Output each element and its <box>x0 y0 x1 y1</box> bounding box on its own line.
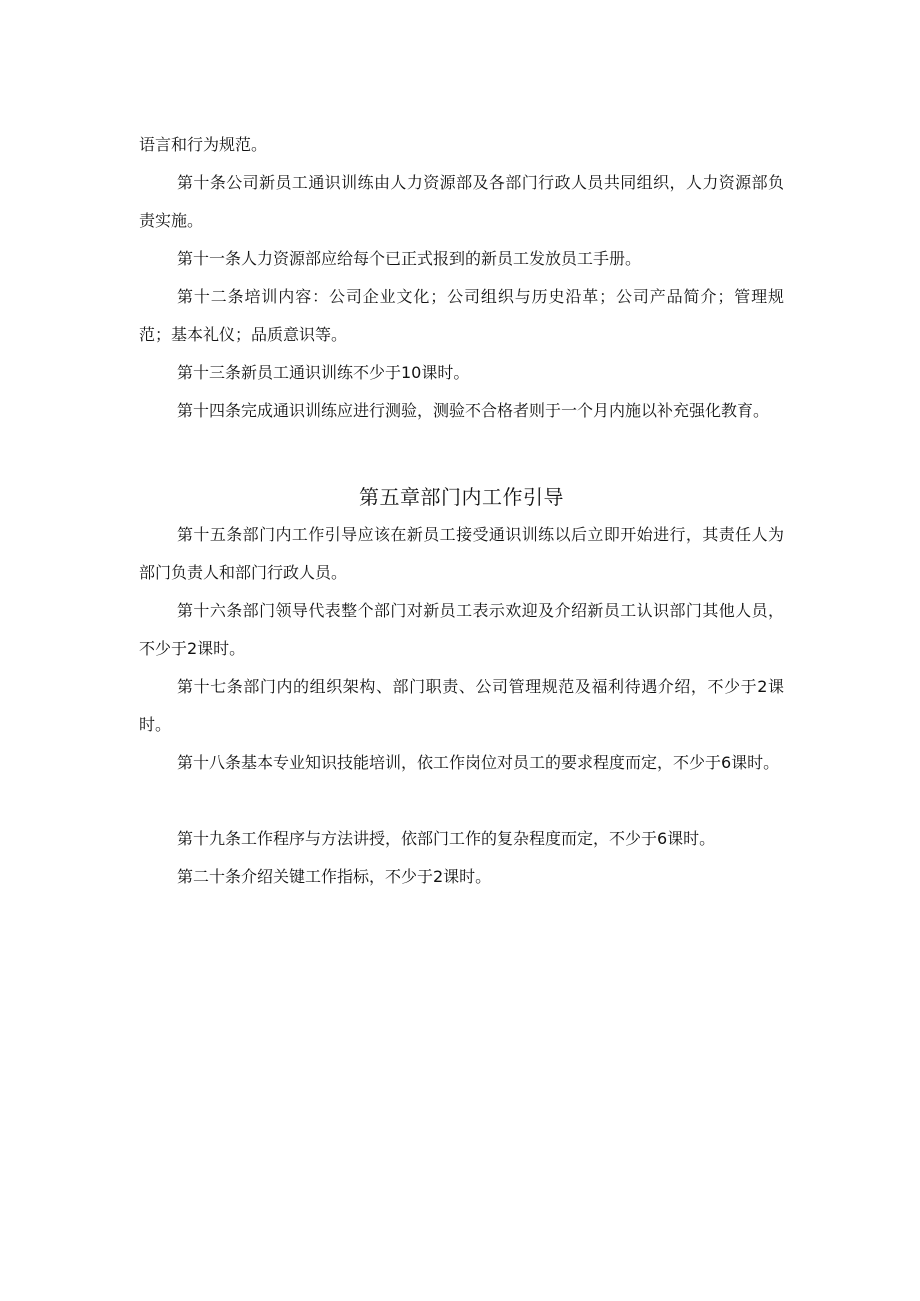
article-14: 第十四条完成通识训练应进行测验，测验不合格者则于一个月内施以补充强化教育。 <box>177 401 770 420</box>
article-10: 第十条公司新员工通识训练由人力资源部及各部门行政人员共同组织，人力资源部负责实施。 <box>139 173 784 230</box>
article-19: 第十九条工作程序与方法讲授，依部门工作的复杂程度而定，不少于6课时。 <box>177 829 716 848</box>
article-16: 第十六条部门领导代表整个部门对新员工表示欢迎及介绍新员工认识部门其他人员，不少于2课时。 <box>139 601 784 658</box>
chapter-title: 第五章部门内工作引导 <box>359 485 564 509</box>
article-15: 第十五条部门内工作引导应该在新员工接受通识训练以后立即开始进行，其责任人为部门负责人和部门行政人员。 <box>139 525 784 582</box>
article-17: 第十七条部门内的组织架构、部门职责、公司管理规范及福利待遇介绍，不少于2课时。 <box>139 677 784 734</box>
article-11: 第十一条人力资源部应给每个已正式报到的新员工发放员工手册。 <box>177 249 642 268</box>
paragraph-continuation: 语言和行为规范。 <box>139 135 268 154</box>
article-18: 第十八条基本专业知识技能培训，依工作岗位对员工的要求程度而定，不少于6课时。 <box>177 753 780 772</box>
article-12: 第十二条培训内容：公司企业文化；公司组织与历史沿革；公司产品简介；管理规范；基本礼仪；品质意识等。 <box>139 287 784 344</box>
article-20: 第二十条介绍关键工作指标，不少于2课时。 <box>177 867 492 886</box>
article-13: 第十三条新员工通识训练不少于10课时。 <box>177 363 470 382</box>
